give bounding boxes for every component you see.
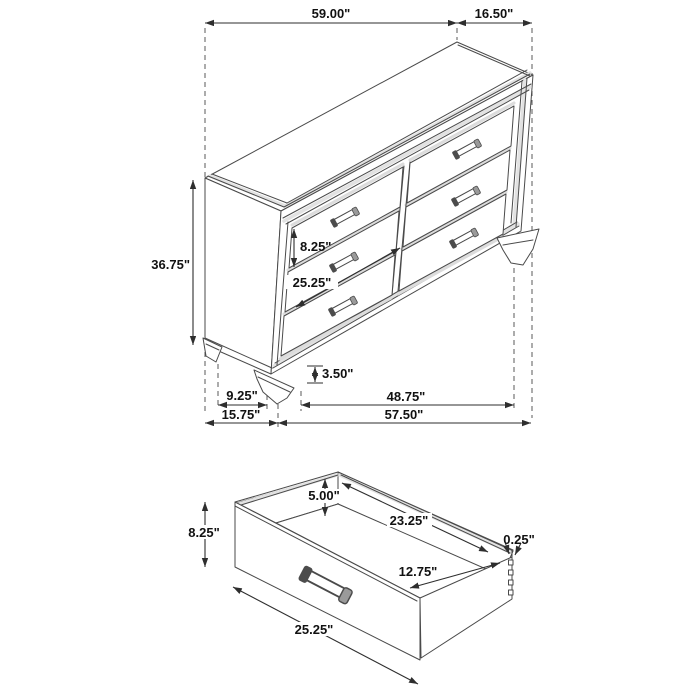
- dim-label-base-depth: 15.75": [221, 407, 261, 422]
- dim-label-overall-height: 36.75": [151, 257, 190, 272]
- dim-label-front-panel-width: 25.25": [294, 622, 334, 637]
- dim-label-top-depth: 16.50": [474, 6, 514, 21]
- dim-label-drawer-front-height: 8.25": [300, 239, 332, 254]
- dim-label-wall-thickness: 0.25": [503, 532, 535, 547]
- dim-label-base-width: 57.50": [384, 407, 424, 422]
- dim-label-interior-height: 5.00": [308, 488, 340, 503]
- dim-label-leg-height: 3.50": [322, 366, 354, 381]
- drawer-body: [235, 472, 513, 660]
- dim-label-leg-spacing-front: 48.75": [386, 389, 426, 404]
- dim-label-front-panel-height: 8.25": [188, 525, 220, 540]
- leg-front-left: [254, 370, 294, 404]
- dim-label-interior-length: 23.25": [389, 513, 429, 528]
- dresser-body: [203, 42, 539, 404]
- dresser-drawing: [151, 6, 539, 428]
- dim-label-top-width: 59.00": [311, 6, 351, 21]
- dim-label-interior-depth: 12.75": [398, 564, 438, 579]
- dim-label-drawer-front-width: 25.25": [292, 275, 332, 290]
- dim-label-leg-spacing-side: 9.25": [226, 388, 258, 403]
- drawer-drawing: [186, 472, 535, 684]
